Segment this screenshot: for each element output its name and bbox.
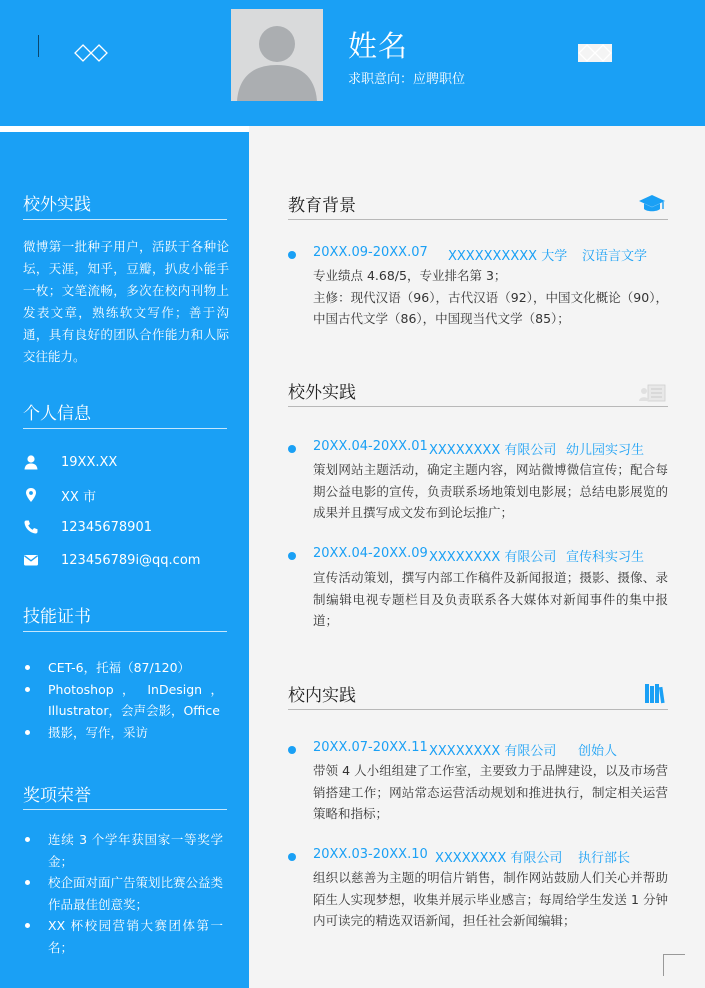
candidate-name: 姓名 [348,29,409,63]
entry-role: 汉语言文学 [582,249,648,264]
divider [288,219,668,220]
about-title: 校外实践 [23,195,91,215]
divider [23,219,227,220]
entry-org: XXXXXXXX 有限公司 [435,851,563,866]
entry-body: 宣传活动策划，撰写内部工作稿件及新闻报道；摄影、摄像、录制编辑电视专题栏目及负责联系各大媒体对新闻事件的集中报道； [313,570,668,629]
list-item: 校企面对面广告策划比赛公益类作品最佳创意奖； [23,872,223,915]
mail-icon [23,552,47,568]
external-title: 校外实践 [288,383,356,403]
phone-icon [23,519,47,535]
entry-role: 幼儿园实习生 [566,443,645,458]
bullet-dot [288,251,296,259]
entry-body: 组织以慈善为主题的明信片销售，制作网站鼓励人们关心并帮助陌生人实现梦想，收集并展示毕业感言；每周给学生发送 1 分钟内可读完的精选双语新闻，担任社会新闻编辑； [313,870,668,929]
awards-title: 奖项荣誉 [23,786,91,806]
entry-role: 创始人 [578,744,618,759]
bullet-dot [288,552,296,560]
entry-date: 20XX.09-20XX.07 [313,245,428,260]
header-banner [0,0,705,126]
info-email [23,550,200,570]
entry-role: 宣传科实习生 [566,550,645,565]
entry-body: 带领 4 人小组组建了工作室，主要致力于品牌建设，以及市场营销搭建工作；网站常态运营活动规划和推进执行，制定相关运营策略和指标； [313,763,668,822]
entry-org: XXXXXXXX 有限公司 [429,550,557,565]
entry-date: 20XX.04-20XX.01 [313,439,428,454]
decorative-line [38,35,39,57]
certificate-icon [638,382,666,404]
skills-title: 技能证书 [23,607,91,627]
about-text: 微博第一批种子用户，活跃于各种论坛，天涯，知乎，豆瓣，扒皮小能手一枚；文笔流畅，多次在校内刊物上发表文章，熟练软文写作；善于沟通，具有良好的团队合作能力和人际交往能力。 [23,239,229,364]
diamond-ornament-icon [578,44,612,62]
corner-mark [663,954,685,976]
entry-body: 策划网站主题活动，确定主题内容，网站微博微信宣传；配合每期公益电影的宣传，负责联系场地策划电影展；总结电影展览的成果并且撰写成文发布到论坛推广； [313,462,668,521]
entry-org: XXXXXXXXXX 大学 [448,249,568,264]
job-intent: 求职意向：应聘职位 [348,72,466,87]
divider [288,406,668,407]
city-value: XX 市 [61,489,96,505]
list-item: 连续 3 个学年获国家一等奖学金； [23,829,223,872]
divider [23,631,227,632]
entry-org: XXXXXXXX 有限公司 [429,744,557,759]
entry-date: 20XX.04-20XX.09 [313,546,428,561]
list-item: CET-6，托福（87/120） [23,657,223,679]
info-birth [23,452,117,472]
list-item: Photoshop ， InDesign ， Illustrator，会声会影，Office [23,679,223,722]
person-icon [23,454,47,470]
divider [23,428,227,429]
diamond-ornament-icon [74,44,108,62]
internal-title: 校内实践 [288,686,356,706]
graduation-cap-icon [638,192,666,214]
bullet-dot [288,853,296,861]
bullet-dot [288,445,296,453]
location-pin-icon [23,487,47,503]
awards-list [23,829,223,958]
skills-list [23,657,223,743]
list-item: 摄影，写作，采访 [23,722,223,744]
entry-role: 执行部长 [578,851,631,866]
education-title: 教育背景 [288,196,356,216]
info-phone [23,517,152,537]
entry-date: 20XX.03-20XX.10 [313,847,428,862]
bullet-dot [288,746,296,754]
divider [23,809,227,810]
entry-body: 专业绩点 4.68/5，专业排名第 3； 主修：现代汉语（96），古代汉语（92），中国文化概论（90），中国古代文学（86），中国现当代文学（85）； [313,268,668,327]
info-city [23,485,96,505]
entry-date: 20XX.07-20XX.11 [313,740,428,755]
books-icon [638,682,666,704]
phone-value: 12345678901 [61,519,152,535]
avatar [231,9,323,101]
email-value: 123456789i@qq.com [61,552,201,568]
info-title: 个人信息 [23,404,91,424]
entry-org: XXXXXXXX 有限公司 [429,443,557,458]
birth-value: 19XX.XX [61,454,118,470]
divider [288,709,668,710]
list-item: XX 杯校园营销大赛团体第一名； [23,915,223,958]
